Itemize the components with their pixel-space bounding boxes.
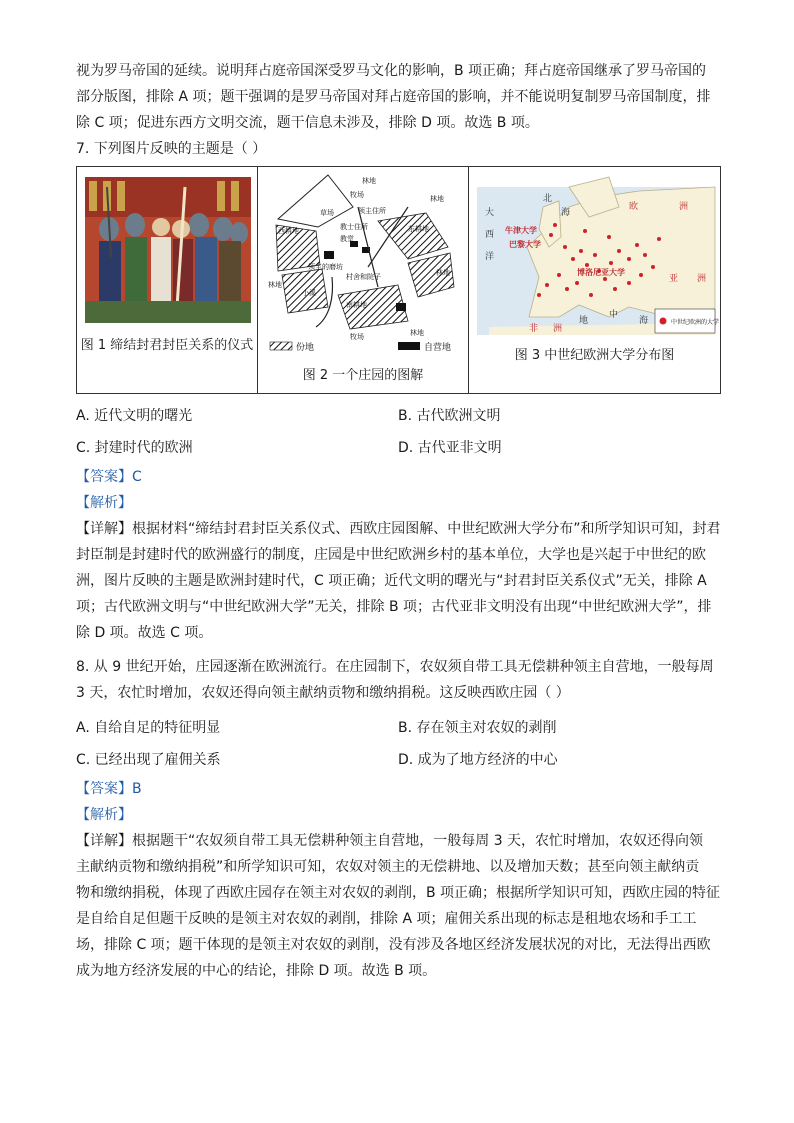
intro-line: 除 C 项；促进东西方文明交流，题干信息未涉及，排除 D 项。故选 B 项。: [76, 115, 539, 131]
question-8-options: [76, 712, 720, 776]
manor-diagram: [258, 167, 468, 357]
answer-label: 【答案】C: [76, 469, 142, 485]
question-7-stem: 7. 下列图片反映的主题是（ ）: [76, 141, 267, 157]
forest-label-east: 林地: [430, 195, 444, 203]
figure-3-cell: [469, 167, 721, 394]
oxford-label: 牛津大学: [505, 226, 537, 235]
figure-3-caption: 图 3 中世纪欧洲大学分布图: [514, 348, 675, 363]
africa-char-1: 非: [529, 324, 539, 334]
share-legend-swatch: [270, 342, 292, 350]
figure-2-caption: 图 2 一个庄园的图解: [302, 368, 424, 383]
question-7-options: [76, 400, 720, 464]
demesne-legend-label: 自营地: [424, 343, 452, 353]
stream-label: 小溪: [302, 289, 316, 297]
option-b[interactable]: B. 古代欧洲文明: [398, 408, 501, 424]
manor-house-label: 领主住所: [358, 207, 386, 215]
share-legend-label: 份地: [296, 343, 315, 353]
europe-char-2: 洲: [679, 202, 689, 212]
detail-line: 主献纳贡物和缴纳捐税”和所学知识可知，农奴对领主的无偿耕地、以及增加天数；甚至向领主献纳贡: [76, 859, 700, 875]
priest-house-label: 教士住所: [340, 223, 368, 231]
atlantic-char-1: 大: [485, 208, 495, 218]
bologna-label: 博洛尼亚大学: [577, 268, 625, 277]
analysis-label: 【解析】: [76, 495, 132, 511]
document-page: [76, 58, 720, 984]
meadow-label: 草场: [320, 209, 334, 217]
option-d[interactable]: D. 古代亚非文明: [398, 440, 502, 456]
north-sea-char-2: 海: [561, 208, 571, 218]
south-field-label: 南耕地: [346, 301, 367, 309]
atlantic-char-2: 西: [485, 230, 495, 240]
question-8-stem-line: 3 天，农忙时增加，农奴还得向领主献纳贡物和缴纳捐税。这反映西欧庄园（ ）: [76, 685, 570, 701]
figure-2-cell: [258, 167, 469, 394]
forest-label-south: 林地: [410, 329, 424, 337]
village-label: 村舍和院子: [346, 273, 381, 281]
church-label: 教堂: [340, 235, 354, 243]
west-field-label: 西耕地: [278, 227, 299, 235]
option-a[interactable]: A. 近代文明的曙光: [76, 408, 193, 424]
africa-char-2: 洲: [553, 324, 563, 334]
asia-char-2: 洲: [697, 274, 707, 284]
homage-ceremony-painting: [77, 167, 257, 327]
detail-line: 是自给自足但题干反映的是领主对农奴的剥削，排除 A 项；雇佣关系出现的标志是租地农场和手工工: [76, 911, 697, 927]
detail-line: 洲，图片反映的主题是欧洲封建时代，C 项正确；近代文明的曙光与“封君封臣关系仪式”无关，排除 A: [76, 573, 707, 589]
paris-label: 巴黎大学: [509, 240, 541, 249]
atlantic-char-3: 洋: [485, 252, 495, 262]
forest-label-se: 林地: [436, 269, 450, 277]
option-b[interactable]: B. 存在领主对农奴的剥削: [398, 720, 557, 736]
detail-line: 项；古代欧洲文明与“中世纪欧洲大学”无关，排除 B 项；古代亚非文明没有出现“中世纪欧洲大学”，排: [76, 599, 712, 615]
east-field-label: 东耕地: [408, 225, 429, 233]
demesne-legend-swatch: [398, 342, 420, 350]
option-c[interactable]: C. 封建时代的欧洲: [76, 440, 193, 456]
detail-line: 物和缴纳捐税，体现了西欧庄园存在领主对农奴的剥削，B 项正确；根据所学知识可知，西欧庄园的特征: [76, 885, 721, 901]
pasture-label: 牧场: [350, 191, 364, 199]
detail-line: 除 D 项。故选 C 项。: [76, 625, 213, 641]
question-8-stem-line: 8. 从 9 世纪开始，庄园逐渐在欧洲流行。在庄园制下，农奴须自带工具无偿耕种领主自营地，一般每周: [76, 659, 714, 675]
med-char-3: 海: [639, 316, 649, 326]
detail-line: 封臣制是封建时代的欧洲盛行的制度，庄园是中世纪欧洲乡村的基本单位，大学也是兴起于中世纪的欧: [76, 547, 706, 563]
detail-line: 场，排除 C 项；题干体现的是领主对农奴的剥削，没有涉及各地区经济发展状况的对比，无法得出西欧: [76, 937, 711, 953]
detail-line: 【详解】根据材料“缔结封君封臣关系仪式、西欧庄园图解、中世纪欧洲大学分布”和所学知识可知，封君: [76, 521, 721, 537]
intro-line: 部分版图，排除 A 项；题干强调的是罗马帝国对拜占庭帝国的影响，并不能说明复制罗马帝国制度，排: [76, 89, 711, 105]
mill-label: 领主的磨坊: [308, 263, 343, 271]
med-char-2: 中: [609, 310, 619, 320]
option-a[interactable]: A. 自给自足的特征明显: [76, 720, 221, 736]
figure-1-caption: 图 1 缔结封君封臣关系的仪式: [80, 338, 254, 353]
intro-line: 视为罗马帝国的延续。说明拜占庭帝国深受罗马文化的影响，B 项正确；拜占庭帝国继承了罗马帝国的: [76, 63, 707, 79]
detail-line: 成为地方经济发展的中心的结论，排除 D 项。故选 B 项。: [76, 963, 437, 979]
asia-char-1: 亚: [669, 274, 679, 284]
med-char-1: 地: [579, 316, 589, 326]
forest-label-west: 林地: [268, 281, 282, 289]
europe-char-1: 欧: [629, 202, 639, 212]
university-legend-dot: [660, 318, 667, 325]
medieval-universities-map: [469, 167, 720, 337]
map-legend-label: 中世纪欧洲的大学: [671, 319, 720, 326]
figure-table: [76, 166, 721, 394]
detail-line: 【详解】根据题干“农奴须自带工具无偿耕种领主自营地，一般每周 3 天，农忙时增加，农奴还得向领: [76, 833, 704, 849]
option-c[interactable]: C. 已经出现了雇佣关系: [76, 752, 221, 768]
answer-label: 【答案】B: [76, 781, 142, 797]
option-d[interactable]: D. 成为了地方经济的中心: [398, 752, 558, 768]
figure-1-cell: [77, 167, 258, 394]
analysis-label: 【解析】: [76, 807, 132, 823]
forest-label: 林地: [362, 177, 376, 185]
pasture-label-south: 牧场: [350, 333, 364, 341]
north-sea-char-1: 北: [543, 194, 553, 204]
